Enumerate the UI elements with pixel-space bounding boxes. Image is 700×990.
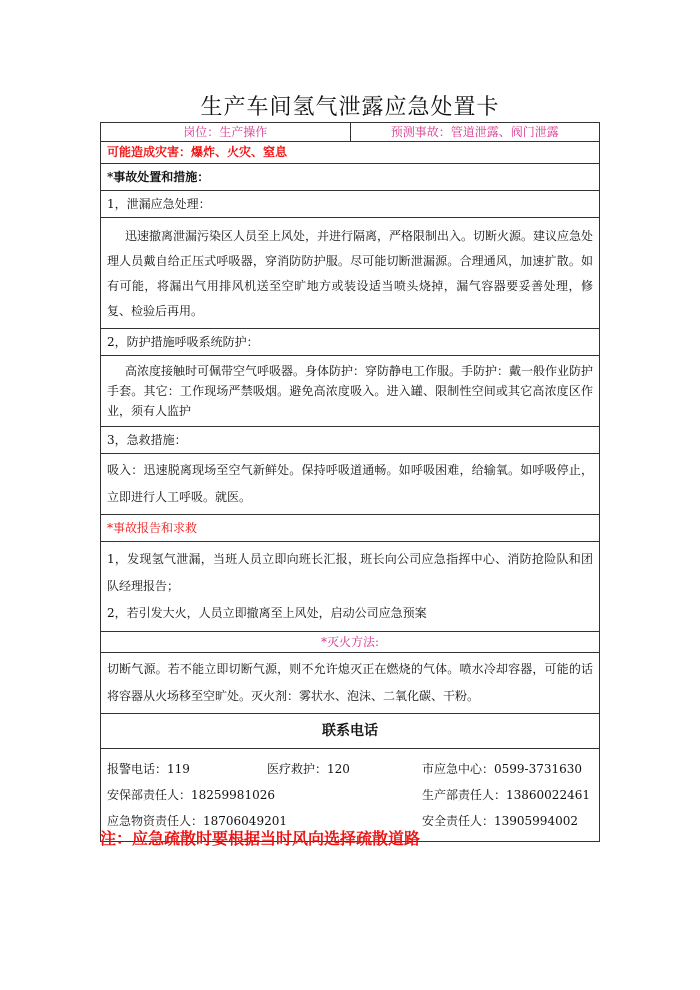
section2-text: 高浓度接触时可佩带空气呼吸器。身体防护：穿防静电工作服。手防护：戴一般作业防护手套。其它：工作现场严禁吸烟。避免高浓度吸入。进入罐、限制性空间或其它高浓度区作业，须有人监护 (101, 356, 599, 427)
contact-medical: 医疗救护：120 (267, 762, 350, 776)
section3-heading: 3，急救措施： (101, 427, 599, 454)
report-items (101, 542, 599, 632)
section1-text: 迅速撤离泄漏污染区人员至上风处，并进行隔离，严格限制出入。切断火源。建议应急处理人员戴自给正压式呼吸器，穿消防防护服。尽可能切断泄漏源。合理通风，加速扩散。如有可能，将漏出气用排风机送至空旷地方或装设适当喷头烧掉，漏气容器要妥善处理，修复、检验后再用。 (101, 218, 599, 329)
contact-safety-officer: 安全责任人：13905994002 (422, 814, 578, 828)
accident-heading: *事故处置和措施： (101, 164, 599, 191)
contacts-heading: 联系电话 (101, 714, 599, 749)
hazard-row: 可能造成灾害：爆炸、火灾、窒息 (101, 142, 599, 164)
report-item-1: 1，发现氢气泄漏，当班人员立即向班长汇报，班长向公司应急指挥中心、消防抢险队和团队经理报告； (107, 552, 593, 593)
contact-materials: 应急物资责任人：18706049201 (107, 814, 287, 828)
report-item-2: 2，若引发大火，人员立即撤离至上风处，启动公司应急预案 (107, 606, 427, 620)
card-header-row (101, 123, 599, 142)
report-heading: *事故报告和求救 (101, 515, 599, 542)
section2-heading: 2，防护措施呼吸系统防护： (101, 329, 599, 356)
section1-heading: 1，泄漏应急处理： (101, 191, 599, 218)
contact-alarm: 报警电话：119 (107, 762, 190, 776)
contact-production-dept: 生产部责任人：13860022461 (422, 788, 590, 802)
contact-city-emergency: 市应急中心：0599-3731630 (422, 762, 583, 776)
post-label: 岗位：生产操作 (183, 125, 268, 139)
evacuation-note: 注：应急疏散时要根据当时风向选择疏散道路 (100, 829, 421, 848)
fire-text: 切断气源。若不能立即切断气源，则不允许熄灭正在燃烧的气体。喷水冷却容器，可能的话将容器从火场移至空旷处。灭火剂：雾状水、泡沫、二氧化碳、干粉。 (101, 653, 599, 714)
emergency-card (100, 122, 600, 842)
contact-safety-dept: 安保部责任人：18259981026 (107, 788, 275, 802)
fire-heading: *灭火方法: (101, 632, 599, 653)
page-title: 生产车间氢气泄露应急处置卡 (200, 95, 500, 120)
predicted-accident-label: 预测事故：管道泄露、阀门泄露 (350, 123, 600, 141)
section3-text: 吸入：迅速脱离现场至空气新鲜处。保持呼吸道通畅。如呼吸困难，给输氧。如呼吸停止，立即进行人工呼吸。就医。 (101, 454, 599, 515)
